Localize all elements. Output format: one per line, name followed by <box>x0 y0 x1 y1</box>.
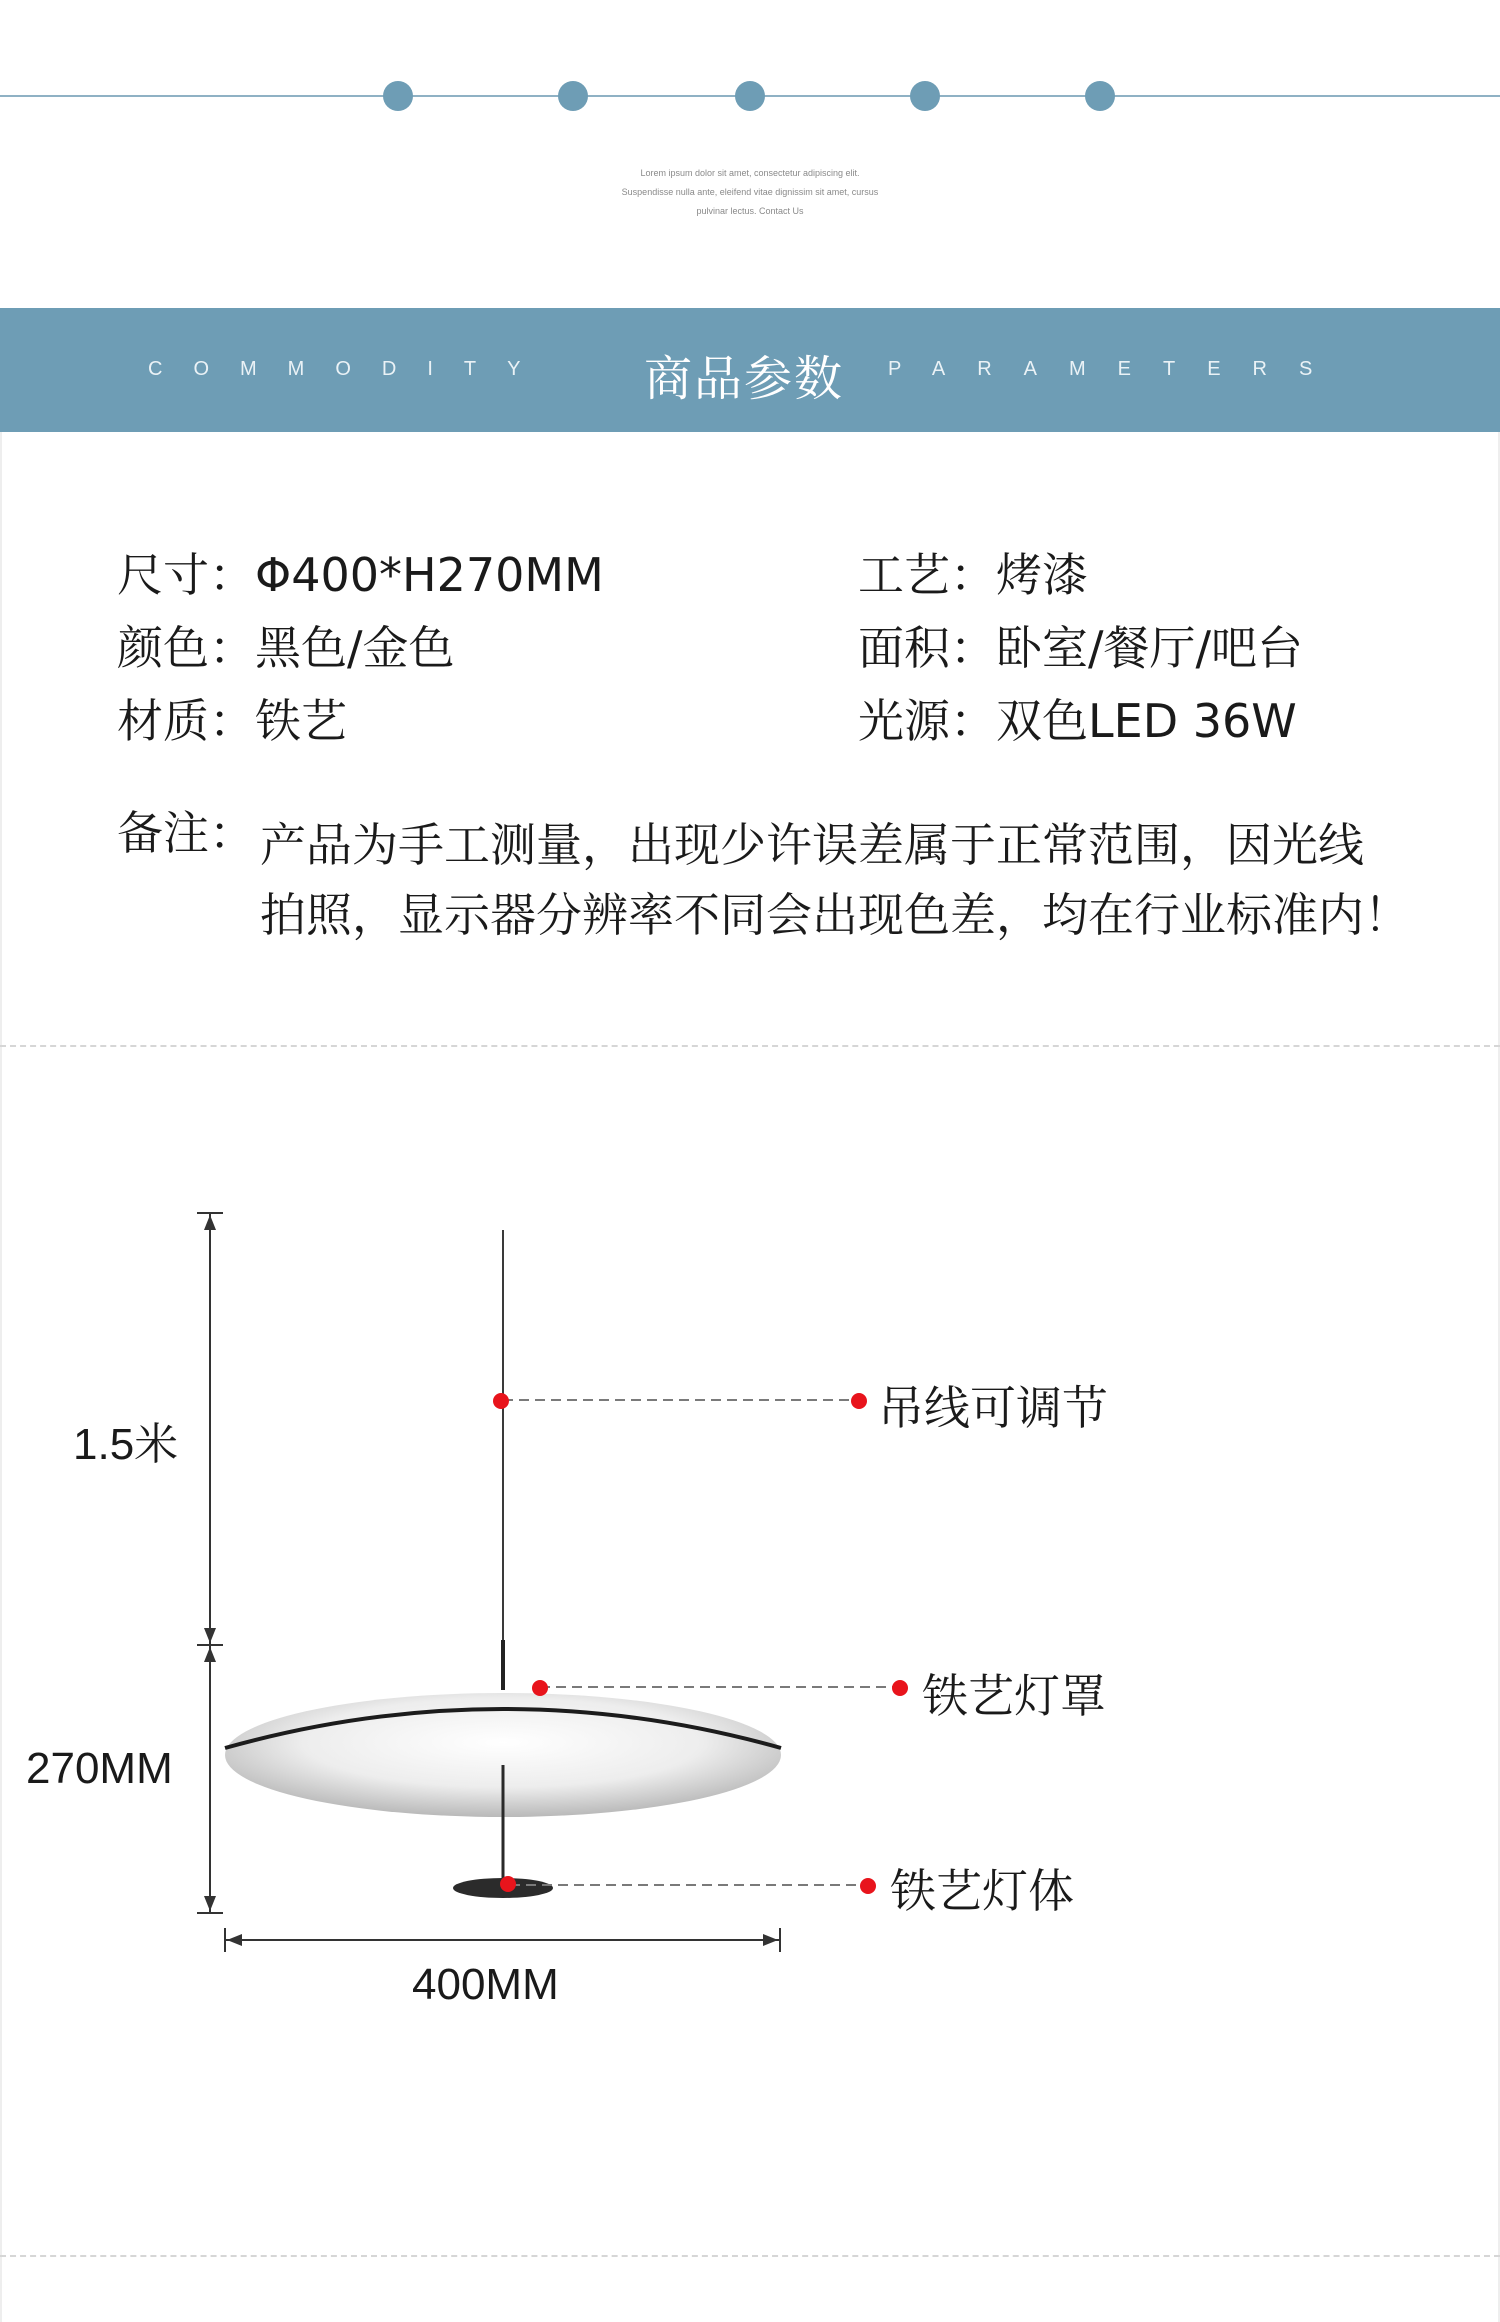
param-label: 光源： <box>858 694 996 748</box>
decor-dot <box>910 81 940 111</box>
note-label: 备注： <box>117 806 255 860</box>
marker-dot <box>892 1680 908 1696</box>
callout-body: 铁艺灯体 <box>890 1864 1074 1918</box>
param-value: 卧室/餐厅/吧台 <box>996 621 1303 675</box>
param-value: 双色LED 36W <box>996 694 1297 748</box>
decor-dot <box>558 81 588 111</box>
height-dimension-line <box>197 1213 223 1913</box>
marker-dot <box>860 1878 876 1894</box>
width-label: 400MM <box>412 1960 559 2009</box>
width-dimension-line <box>225 1928 780 1952</box>
param-area <box>858 618 1303 678</box>
marker-dot <box>493 1393 509 1409</box>
decor-dot <box>383 81 413 111</box>
param-value: 烤漆 <box>996 548 1088 602</box>
param-material <box>117 691 347 751</box>
param-value: Φ400*H270MM <box>255 548 604 602</box>
dashed-divider <box>0 1045 1500 1047</box>
banner-right-word: PARAMETERS <box>888 358 1345 380</box>
callout-shade: 铁艺灯罩 <box>922 1669 1106 1723</box>
marker-dot <box>851 1393 867 1409</box>
lamp-diagram <box>0 1150 1500 2050</box>
decor-dot <box>1085 81 1115 111</box>
cable-length-label: 1.5米 <box>73 1420 179 1469</box>
lorem-text: Lorem ipsum dolor sit amet, consectetur adipiscing elit. Suspendisse nulla ante, eleifend vitae dignissim sit amet, cursus pulvinar lectus. Contact Us <box>621 168 879 216</box>
decor-dot <box>735 81 765 111</box>
param-label: 颜色： <box>117 621 255 675</box>
param-label: 材质： <box>117 694 255 748</box>
param-label: 工艺： <box>858 548 996 602</box>
marker-dot <box>500 1876 516 1892</box>
param-value: 铁艺 <box>255 694 347 748</box>
param-color <box>117 618 455 678</box>
param-label: 面积： <box>858 621 996 675</box>
height-label: 270MM <box>26 1744 173 1793</box>
param-value: 黑色/金色 <box>255 621 455 675</box>
note-line: 拍照，显示器分辨率不同会出现色差，均在行业标准内！ <box>260 888 1410 942</box>
marker-dot <box>532 1680 548 1696</box>
dashed-divider <box>0 2255 1500 2257</box>
callout-cable: 吊线可调节 <box>878 1381 1108 1435</box>
banner-left-word: COMMODITY <box>148 358 552 380</box>
note-text <box>260 810 1490 950</box>
note-line: 产品为手工测量，出现少许误差属于正常范围，因光线 <box>260 818 1364 872</box>
banner-title: 商品参数 <box>644 351 845 407</box>
param-size <box>117 545 604 605</box>
param-craft <box>858 545 1088 605</box>
param-label: 尺寸： <box>117 548 255 602</box>
param-light <box>858 691 1297 751</box>
